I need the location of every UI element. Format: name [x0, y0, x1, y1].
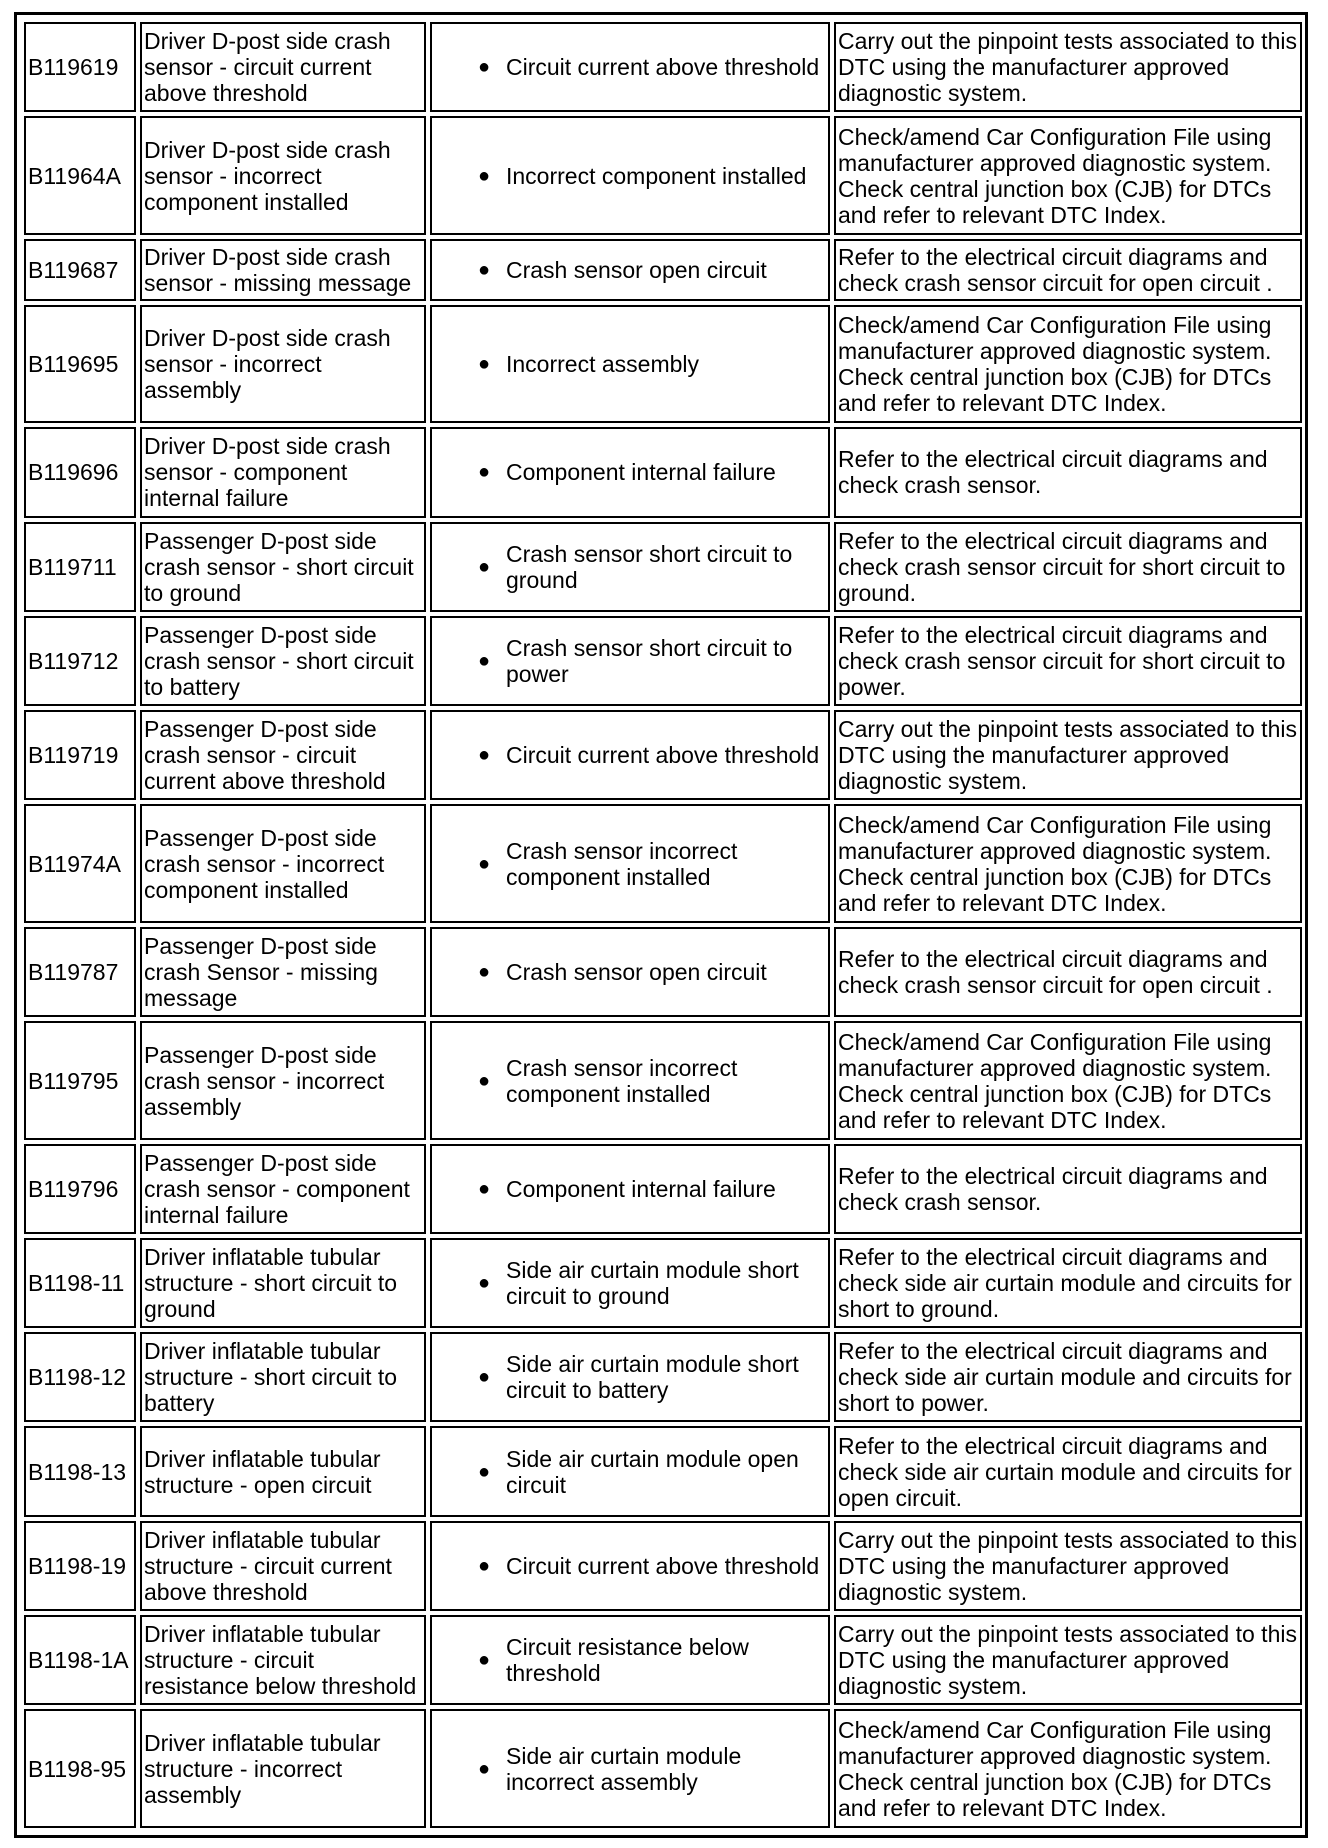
dtc-description: Driver inflatable tubular structure - open circuit	[140, 1426, 426, 1516]
dtc-description: Driver inflatable tubular structure - incorrect assembly	[140, 1709, 426, 1828]
table-row	[24, 1615, 1302, 1705]
dtc-action: Refer to the electrical circuit diagrams and check crash sensor circuit for open circuit .	[834, 239, 1302, 301]
possible-causes-cell	[430, 239, 830, 301]
bullet-icon: ●	[478, 352, 491, 375]
possible-causes-cell	[430, 1615, 830, 1705]
table-row	[24, 1021, 1302, 1140]
possible-cause: Crash sensor incorrect component installed	[506, 1054, 738, 1107]
dtc-description: Driver D-post side crash sensor - missing message	[140, 239, 426, 301]
possible-cause: Circuit resistance below threshold	[506, 1633, 749, 1686]
bullet-icon: ●	[478, 1757, 491, 1780]
bullet-icon: ●	[478, 1460, 491, 1483]
bullet-icon: ●	[478, 852, 491, 875]
table-row	[24, 522, 1302, 612]
dtc-action: Refer to the electrical circuit diagrams and check side air curtain module and circuits for open circuit.	[834, 1426, 1302, 1516]
possible-cause: Crash sensor short circuit to power	[506, 634, 793, 687]
dtc-code: B1198-13	[24, 1426, 136, 1516]
dtc-code: B119711	[24, 522, 136, 612]
possible-cause: Crash sensor short circuit to ground	[506, 540, 793, 593]
dtc-description: Passenger D-post side crash sensor - incorrect component installed	[140, 804, 426, 923]
dtc-code: B119795	[24, 1021, 136, 1140]
table-row	[24, 239, 1302, 301]
bullet-icon: ●	[478, 649, 491, 672]
dtc-table-body	[24, 22, 1302, 1828]
dtc-code: B119695	[24, 305, 136, 424]
dtc-action: Refer to the electrical circuit diagrams and check side air curtain module and circuits for short to power.	[834, 1332, 1302, 1422]
possible-cause: Side air curtain module open circuit	[506, 1445, 799, 1498]
possible-causes-cell	[430, 1238, 830, 1328]
possible-cause: Crash sensor open circuit	[506, 256, 767, 283]
dtc-action: Check/amend Car Configuration File using manufacturer approved diagnostic system. Check central junction box (CJB) for DTCs and refer to relevant DTC Index.	[834, 1709, 1302, 1828]
possible-causes-cell	[430, 22, 830, 112]
table-row	[24, 1426, 1302, 1516]
table-row	[24, 927, 1302, 1017]
possible-cause: Component internal failure	[506, 459, 776, 486]
bullet-icon: ●	[478, 1648, 491, 1671]
dtc-action: Refer to the electrical circuit diagrams and check crash sensor circuit for open circuit .	[834, 927, 1302, 1017]
possible-cause: Side air curtain module incorrect assembly	[506, 1742, 742, 1795]
dtc-code: B119719	[24, 710, 136, 800]
possible-causes-cell	[430, 1021, 830, 1140]
possible-cause: Incorrect assembly	[506, 350, 700, 377]
table-row	[24, 804, 1302, 923]
dtc-description: Passenger D-post side crash sensor - component internal failure	[140, 1144, 426, 1234]
possible-causes-cell	[430, 116, 830, 235]
dtc-code: B119787	[24, 927, 136, 1017]
bullet-icon: ●	[478, 1069, 491, 1092]
dtc-code: B1198-1A	[24, 1615, 136, 1705]
bullet-icon: ●	[478, 1366, 491, 1389]
table-row	[24, 1709, 1302, 1828]
possible-causes-cell	[430, 1332, 830, 1422]
possible-cause: Side air curtain module short circuit to ground	[506, 1257, 799, 1310]
dtc-description: Driver inflatable tubular structure - short circuit to battery	[140, 1332, 426, 1422]
dtc-description: Driver inflatable tubular structure - circuit current above threshold	[140, 1521, 426, 1611]
dtc-description: Passenger D-post side crash sensor - circuit current above threshold	[140, 710, 426, 800]
table-row	[24, 305, 1302, 424]
bullet-icon: ●	[478, 164, 491, 187]
possible-causes-cell	[430, 804, 830, 923]
dtc-code: B119712	[24, 616, 136, 706]
possible-cause: Circuit current above threshold	[506, 742, 820, 769]
possible-causes-cell	[430, 1709, 830, 1828]
dtc-action: Refer to the electrical circuit diagrams and check crash sensor.	[834, 1144, 1302, 1234]
dtc-code: B1198-95	[24, 1709, 136, 1828]
bullet-icon: ●	[478, 258, 491, 281]
possible-causes-cell	[430, 522, 830, 612]
bullet-icon: ●	[478, 1554, 491, 1577]
bullet-icon: ●	[478, 961, 491, 984]
table-row	[24, 22, 1302, 112]
dtc-code: B1198-11	[24, 1238, 136, 1328]
dtc-code: B119796	[24, 1144, 136, 1234]
possible-causes-cell	[430, 305, 830, 424]
table-row	[24, 1238, 1302, 1328]
possible-cause: Crash sensor incorrect component installed	[506, 837, 738, 890]
table-row	[24, 616, 1302, 706]
possible-cause: Side air curtain module short circuit to battery	[506, 1351, 799, 1404]
dtc-action: Check/amend Car Configuration File using manufacturer approved diagnostic system. Check central junction box (CJB) for DTCs and refer to relevant DTC Index.	[834, 1021, 1302, 1140]
dtc-description: Passenger D-post side crash Sensor - missing message	[140, 927, 426, 1017]
possible-causes-cell	[430, 710, 830, 800]
possible-causes-cell	[430, 1144, 830, 1234]
dtc-action: Check/amend Car Configuration File using manufacturer approved diagnostic system. Check central junction box (CJB) for DTCs and refer to relevant DTC Index.	[834, 804, 1302, 923]
dtc-action: Carry out the pinpoint tests associated to this DTC using the manufacturer approved diagnostic system.	[834, 710, 1302, 800]
dtc-action: Refer to the electrical circuit diagrams and check crash sensor circuit for short circuit to power.	[834, 616, 1302, 706]
dtc-code: B119619	[24, 22, 136, 112]
dtc-description: Driver inflatable tubular structure - short circuit to ground	[140, 1238, 426, 1328]
dtc-action: Refer to the electrical circuit diagrams and check crash sensor circuit for short circuit to ground.	[834, 522, 1302, 612]
dtc-table	[20, 18, 1306, 1832]
bullet-icon: ●	[478, 555, 491, 578]
dtc-description: Passenger D-post side crash sensor - short circuit to ground	[140, 522, 426, 612]
bullet-icon: ●	[478, 461, 491, 484]
table-row	[24, 427, 1302, 517]
bullet-icon: ●	[478, 744, 491, 767]
dtc-action: Refer to the electrical circuit diagrams and check side air curtain module and circuits for short to ground.	[834, 1238, 1302, 1328]
possible-causes-cell	[430, 427, 830, 517]
dtc-description: Passenger D-post side crash sensor - short circuit to battery	[140, 616, 426, 706]
dtc-description: Driver D-post side crash sensor - component internal failure	[140, 427, 426, 517]
table-row	[24, 1332, 1302, 1422]
dtc-code: B1198-12	[24, 1332, 136, 1422]
dtc-code: B119696	[24, 427, 136, 517]
dtc-description: Driver inflatable tubular structure - circuit resistance below threshold	[140, 1615, 426, 1705]
possible-causes-cell	[430, 927, 830, 1017]
possible-causes-cell	[430, 1521, 830, 1611]
table-row	[24, 116, 1302, 235]
table-row	[24, 1521, 1302, 1611]
dtc-table-frame	[14, 12, 1308, 1838]
dtc-code: B119687	[24, 239, 136, 301]
possible-causes-cell	[430, 616, 830, 706]
dtc-action: Check/amend Car Configuration File using manufacturer approved diagnostic system. Check central junction box (CJB) for DTCs and refer to relevant DTC Index.	[834, 305, 1302, 424]
dtc-action: Carry out the pinpoint tests associated to this DTC using the manufacturer approved diagnostic system.	[834, 1521, 1302, 1611]
dtc-description: Driver D-post side crash sensor - incorrect assembly	[140, 305, 426, 424]
dtc-description: Driver D-post side crash sensor - circuit current above threshold	[140, 22, 426, 112]
possible-cause: Circuit current above threshold	[506, 54, 820, 81]
possible-cause: Crash sensor open circuit	[506, 959, 767, 986]
possible-causes-cell	[430, 1426, 830, 1516]
dtc-code: B11974A	[24, 804, 136, 923]
dtc-action: Carry out the pinpoint tests associated to this DTC using the manufacturer approved diagnostic system.	[834, 1615, 1302, 1705]
possible-cause: Incorrect component installed	[506, 162, 807, 189]
table-row	[24, 1144, 1302, 1234]
dtc-description: Passenger D-post side crash sensor - incorrect assembly	[140, 1021, 426, 1140]
possible-cause: Circuit current above threshold	[506, 1552, 820, 1579]
bullet-icon: ●	[478, 1272, 491, 1295]
bullet-icon: ●	[478, 56, 491, 79]
table-row	[24, 710, 1302, 800]
dtc-code: B1198-19	[24, 1521, 136, 1611]
dtc-action: Check/amend Car Configuration File using manufacturer approved diagnostic system. Check central junction box (CJB) for DTCs and refer to relevant DTC Index.	[834, 116, 1302, 235]
dtc-description: Driver D-post side crash sensor - incorrect component installed	[140, 116, 426, 235]
dtc-action: Refer to the electrical circuit diagrams and check crash sensor.	[834, 427, 1302, 517]
dtc-action: Carry out the pinpoint tests associated to this DTC using the manufacturer approved diagnostic system.	[834, 22, 1302, 112]
dtc-code: B11964A	[24, 116, 136, 235]
possible-cause: Component internal failure	[506, 1176, 776, 1202]
bullet-icon: ●	[478, 1178, 491, 1200]
